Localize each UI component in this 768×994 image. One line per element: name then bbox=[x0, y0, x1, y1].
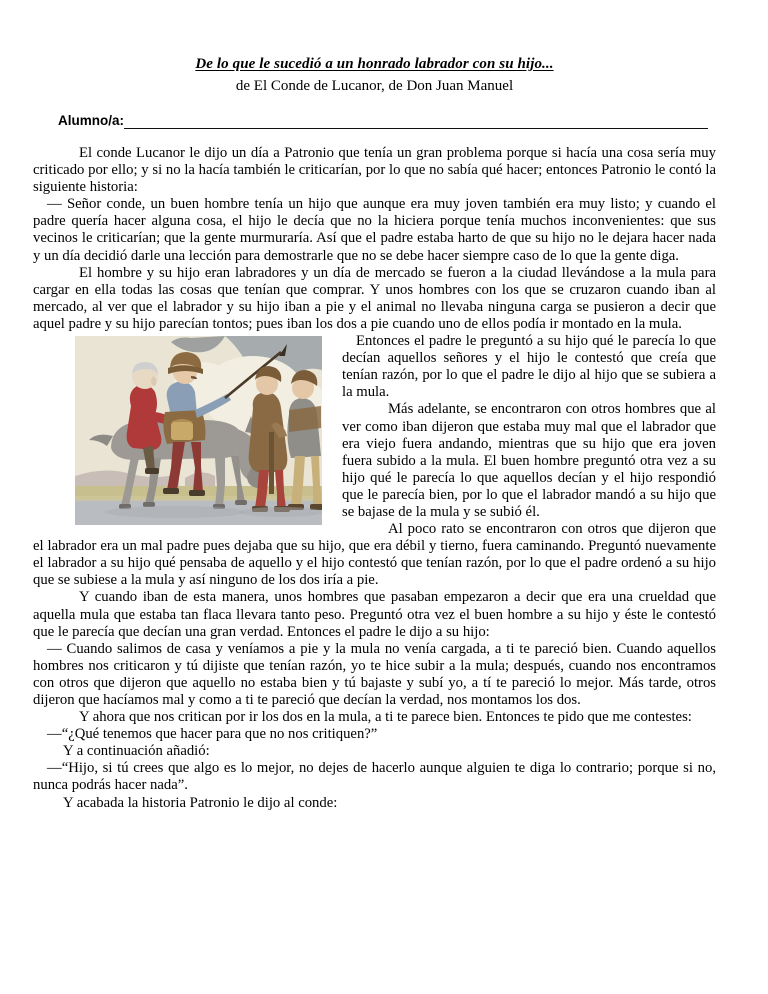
document-content bbox=[33, 0, 716, 812]
paragraph-7: Y cuando iban de esta manera, unos hombres que pasaban empezaron a decir que era una crueldad que aquella mula que estaba tan flaca llevara tanto peso. Preguntó otra vez el buen hombre a su hijo y éste le contestó que le parecía que decían una gran verdad. Entonces el padre le dijo a su hijo: bbox=[33, 589, 716, 640]
paragraph-2: — Señor conde, un buen hombre tenía un hijo que aunque era muy joven también era muy listo; y cuando el padre quería hacer alguna cosa, el hijo le decía que no la hiciera porque tenía muchos inconvenientes: que sus vecinos le criticarían; que la gente murmuraría. Así que el padre estaba harto de que su hijo no le dejara hacer nada y un día decidió darle una lección para demostrarle que no se debe hacer siempre caso de lo que la gente diga. bbox=[33, 196, 716, 264]
page-title-text: De lo que le sucedió a un honrado labrador con su hijo... bbox=[195, 56, 554, 72]
paragraph-12: —“Hijo, si tú crees que algo es lo mejor, no dejes de hacerlo aunque alguien te diga lo contrario; porque si no, nunca podrás hacer nada”. bbox=[33, 760, 716, 794]
paragraph-10: —“¿Qué tenemos que hacer para que no nos critiquen?” bbox=[47, 726, 378, 743]
paragraph-9: Y ahora que nos critican por ir los dos en la mula, a ti te parece bien. Entonces te pido que me contestes: bbox=[79, 709, 692, 726]
paragraph-13: Y acabada la historia Patronio le dijo al conde: bbox=[63, 794, 338, 811]
student-name-label: Alumno/a: bbox=[58, 113, 124, 128]
paragraph-1: El conde Lucanor le dijo un día a Patronio que tenía un gran problema porque si hacía una cosa sería muy criticado por ello; y si no la hacía también le criticarían, por lo que no sabía qué hacer; entonces Patronio le contó la siguiente historia: bbox=[33, 145, 716, 196]
paragraph-11: Y a continuación añadió: bbox=[63, 743, 210, 760]
paragraph-5: Más adelante, se encontraron con otros hombres que al ver como iban dijeron que estaba muy mal que el labrador que era viejo fuera andando, mientras que su hijo que era joven fuera subido a la mula. El buen hombre preguntó otra vez a su hijo qué le parecía lo que aquellos decían y el hijo respondió que le parecía bien, por lo que el labrador mandó a su hijo que se bajase de la mula y se subió él. bbox=[342, 401, 716, 520]
page-title bbox=[33, 0, 716, 74]
paragraph-4: Entonces el padre le preguntó a su hijo qué le parecía lo que decían aquellos señores y el hijo le contestó que creía que tenían razón, por lo que el padre le dijo al hijo que se subiera a la mula. bbox=[342, 333, 716, 401]
story-body bbox=[33, 129, 716, 812]
student-name-field-row bbox=[33, 96, 716, 129]
paragraph-6: Al poco rato se encontraron con otros que dijeron que el labrador era un mal padre pues dejaba que su hijo, que era débil y tierno, fuera caminando. Preguntó nuevamente el labrador a su hijo qué pensaba de aquello y el hijo contestó que tenían razón, por lo que el padre ordenó a su hijo que se subiese a la mula y así ninguno de los dos iría a pie. bbox=[33, 521, 716, 589]
paragraph-8: — Cuando salimos de casa y veníamos a pie y la mula no venía cargada, a ti te pareció bien. Cuando aquellos hombres nos criticaron y tú dijiste que tenían razón, yo te hice subir a la mula; después, cuando nos encontramos con otros que dijeron que aquello no estaba bien y tú bajaste y subí yo, a tí te pareció lo mejor. Más tarde, otros dijeron que hacíamos mal y como a ti te pareció que decían la verdad, nos montamos los dos. bbox=[33, 640, 716, 708]
page-subtitle: de El Conde de Lucanor, de Don Juan Manuel bbox=[235, 78, 514, 94]
student-name-input[interactable] bbox=[124, 115, 708, 129]
story-illustration bbox=[75, 336, 322, 525]
illustration-svg bbox=[75, 336, 322, 525]
paragraph-3: El hombre y su hijo eran labradores y un día de mercado se fueron a la ciudad llevándose a la mula para cargar en ella todas las cosas que tenían que comprar. Y unos hombres con los que se cruzaron cuando iban al mercado, al ver que el labrador y su hijo iban a pie y el animal no llevaba ninguna carga se pusieron a decir que aquel padre y su hijo parecían tontos; pues iban los dos a pie cuando uno de ellos podía ir montado en la mula. bbox=[33, 264, 716, 332]
